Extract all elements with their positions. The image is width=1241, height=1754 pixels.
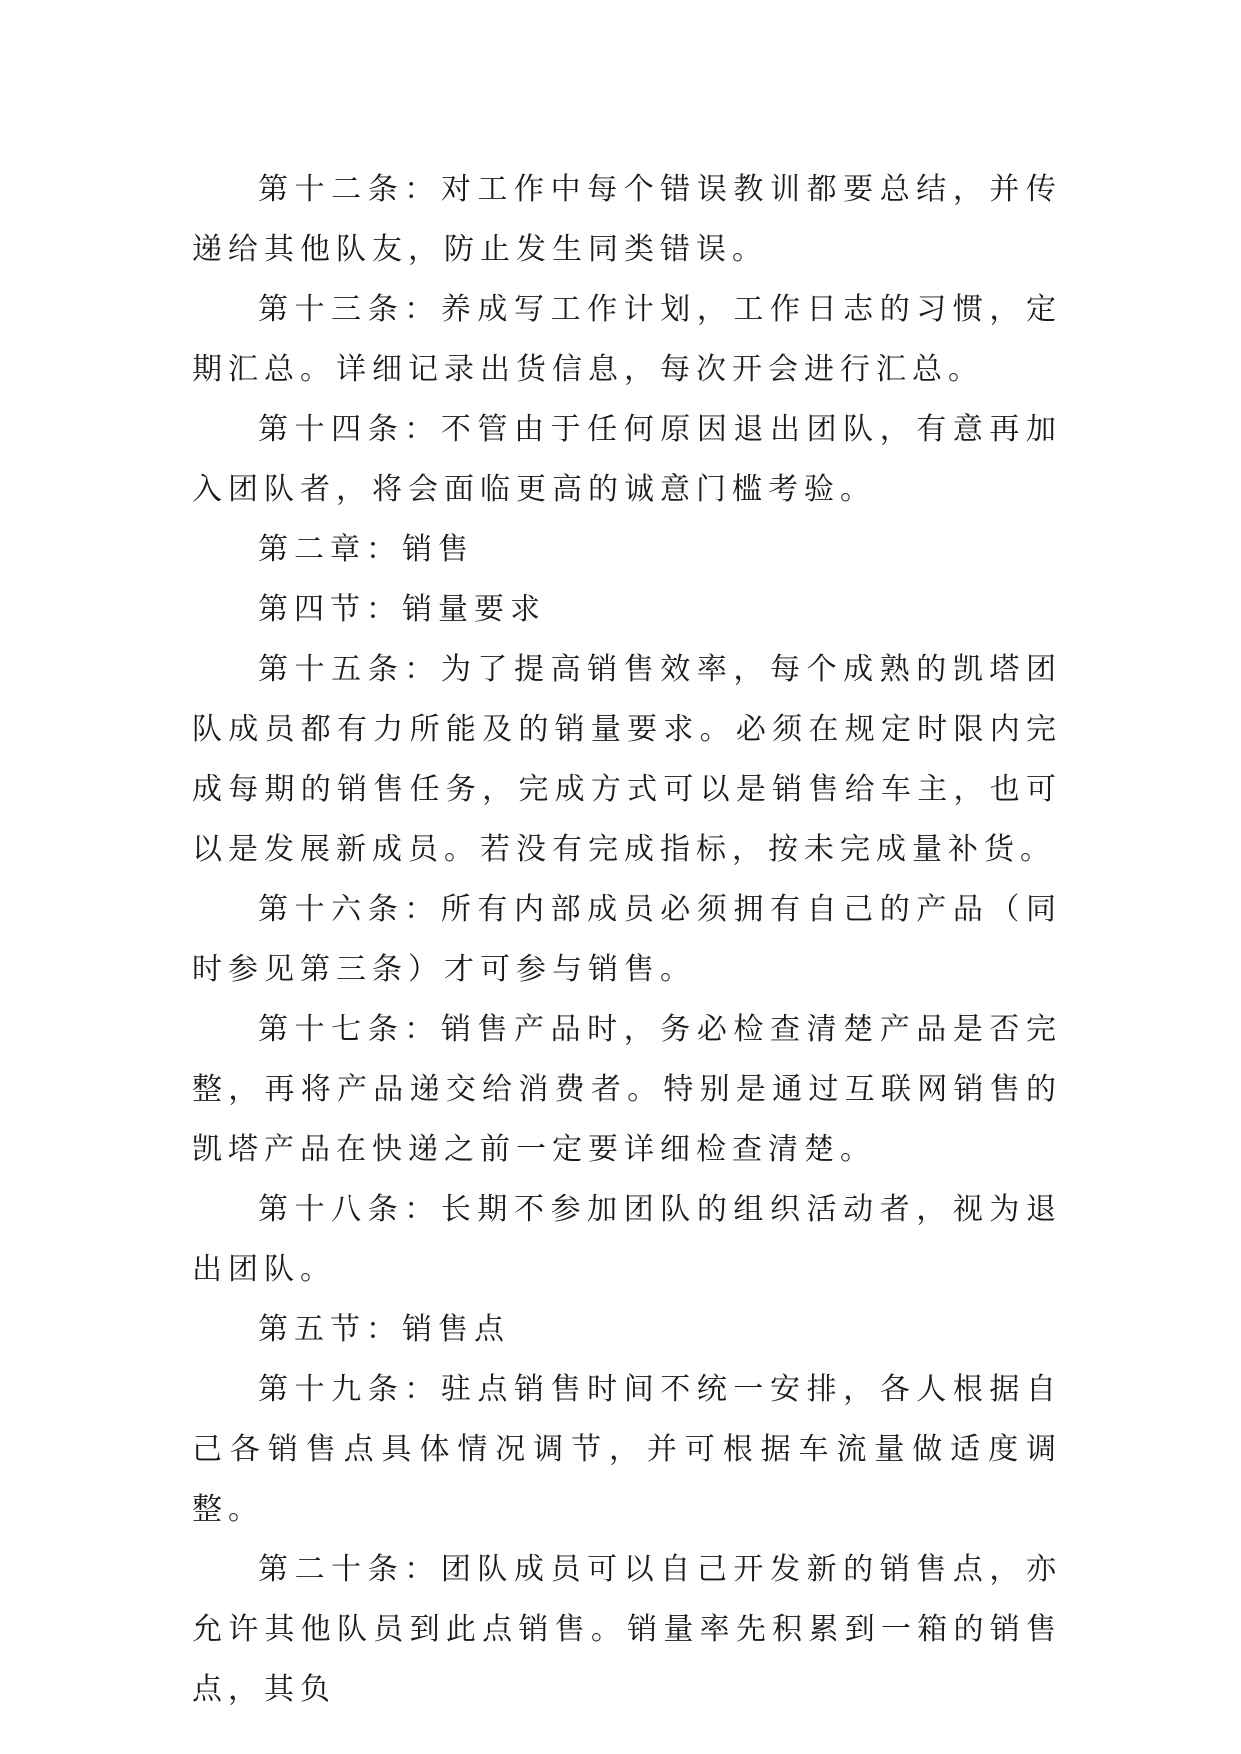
article-17: 第十七条：销售产品时，务必检查清楚产品是否完整，再将产品递交给消费者。特别是通过互联网销售的凯塔产品在快递之前一定要详细检查清楚。 (192, 1012, 1062, 1167)
article-13: 第十三条：养成写工作计划，工作日志的习惯，定期汇总。详细记录出货信息，每次开会进行汇总。 (192, 292, 1062, 387)
article-19: 第十九条：驻点销售时间不统一安排，各人根据自己各销售点具体情况调节，并可根据车流量做适度调整。 (192, 1372, 1062, 1527)
article-15: 第十五条：为了提高销售效率，每个成熟的凯塔团队成员都有力所能及的销量要求。必须在规定时限内完成每期的销售任务，完成方式可以是销售给车主，也可以是发展新成员。若没有完成指标，按未完成量补货。 (192, 652, 1062, 867)
article-14: 第十四条：不管由于任何原因退出团队，有意再加入团队者，将会面临更高的诚意门槛考验。 (192, 412, 1062, 507)
document-body (192, 160, 1062, 1720)
chapter-2-heading: 第二章：销售 (258, 532, 474, 567)
section-4-heading: 第四节：销量要求 (258, 592, 546, 627)
section-5-heading: 第五节：销售点 (258, 1312, 510, 1347)
article-20: 第二十条：团队成员可以自己开发新的销售点，亦允许其他队员到此点销售。销量率先积累到一箱的销售点，其负 (192, 1552, 1062, 1707)
article-12: 第十二条：对工作中每个错误教训都要总结，并传递给其他队友，防止发生同类错误。 (192, 172, 1062, 267)
article-16: 第十六条：所有内部成员必须拥有自己的产品（同时参见第三条）才可参与销售。 (192, 892, 1062, 987)
article-18: 第十八条：长期不参加团队的组织活动者，视为退出团队。 (192, 1192, 1062, 1287)
